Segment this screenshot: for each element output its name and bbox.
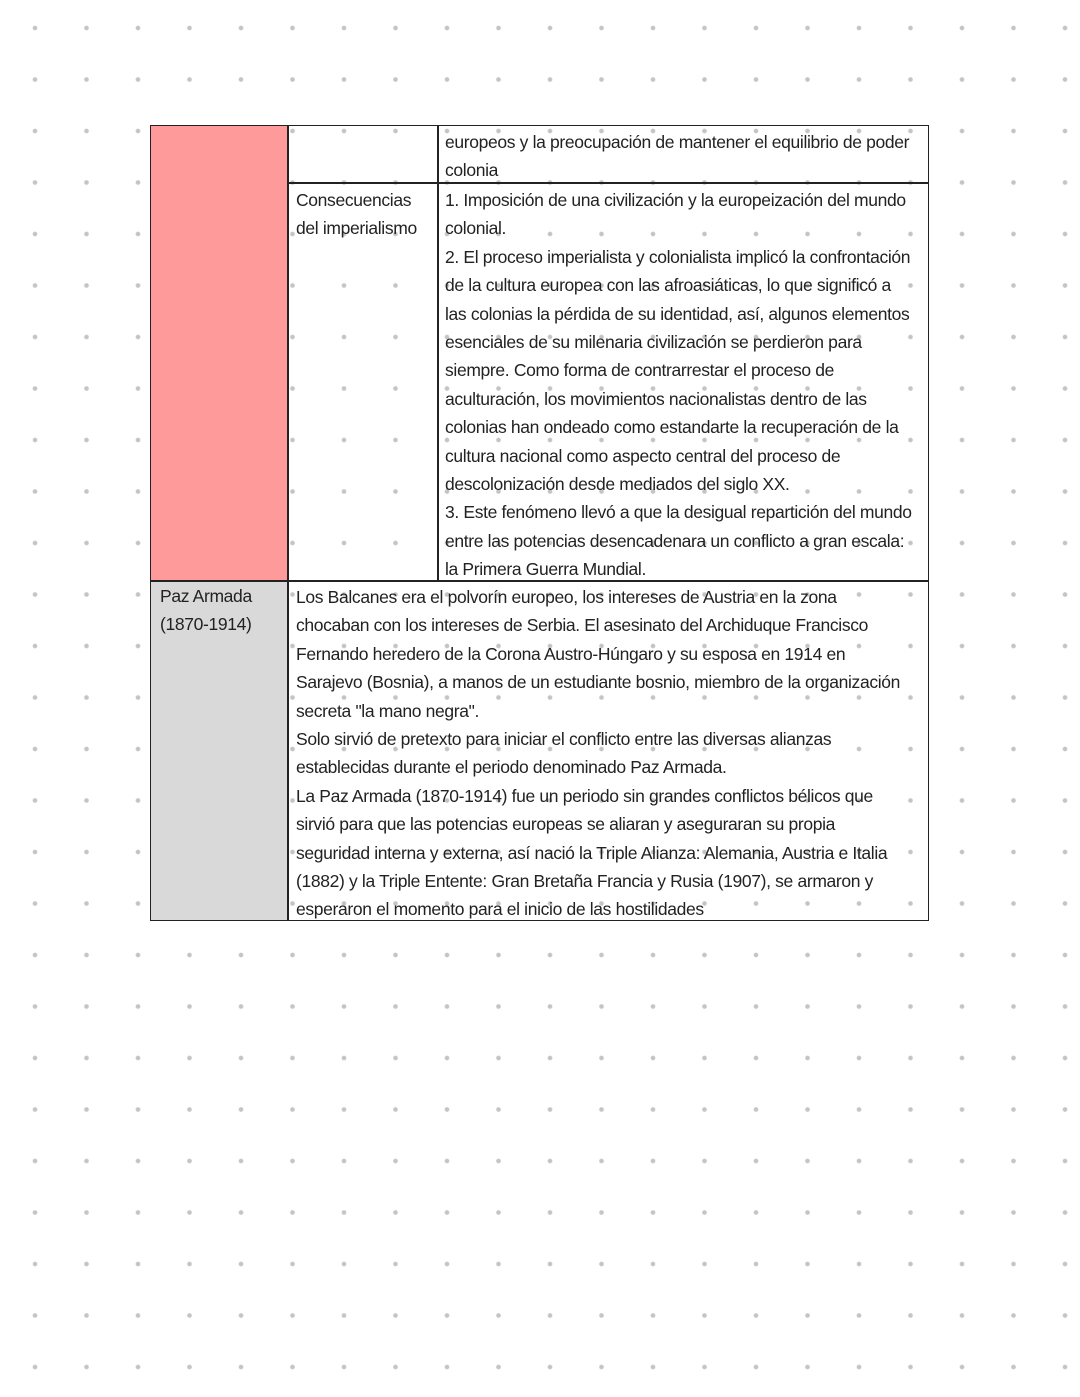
text-line: 2. El proceso imperialista y colonialista implicó la confrontación — [445, 246, 911, 267]
text-line: europeos y la preocupación de mantener el equilibrio de poder — [445, 132, 910, 152]
text-line: esperaron el momento para el inicio de las hostilidades — [296, 899, 704, 920]
content-cell — [445, 186, 912, 584]
text-line: Sarajevo (Bosnia), a manos de un estudiante bosnio, miembro de la organización — [296, 672, 901, 693]
text-line: esenciales de su milenaria civilización se perdieron para — [445, 332, 862, 353]
column-divider — [437, 126, 439, 580]
notes-table — [150, 125, 929, 921]
text-line: colonial. — [445, 218, 507, 239]
text-line: cultura nacional como aspecto central del proceso de — [445, 445, 841, 466]
text-line: la Primera Guerra Mundial. — [445, 559, 646, 580]
text-line: colonias han ondeado como estandarte la recuperación de la — [445, 417, 899, 438]
text-line: Los Balcanes era el polvorín europeo, los intereses de Austria en la zona — [296, 587, 837, 607]
text-line: establecidas durante el periodo denominado Paz Armada. — [296, 757, 727, 778]
text-line: Fernando heredero de la Corona Austro-Húngaro y su esposa en 1914 en — [296, 643, 846, 664]
text-line: entre las potencias desencadenara un conflicto a gran escala: — [445, 530, 905, 551]
topic-cell-imperialism — [151, 126, 287, 580]
text-line: 1. Imposición de una civilización y la europeización del mundo — [445, 190, 906, 210]
text-line: las colonias la pérdida de su identidad, así, algunos elementos — [445, 303, 910, 324]
text-line: colonia — [445, 160, 499, 181]
text-line: aculturación, los movimientos nacionalistas dentro de las — [445, 388, 867, 409]
topic-label: Paz Armada — [160, 586, 252, 606]
subtopic-cell — [296, 186, 417, 243]
topic-cell-paz-armada — [151, 580, 287, 920]
text-line: seguridad interna y externa, así nació la Triple Alianza: Alemania, Austria e Italia — [296, 842, 888, 863]
text-line: chocaban con los intereses de Serbia. El asesinato del Archiduque Francisco — [296, 615, 869, 636]
content-cell — [445, 128, 909, 185]
text-line: secreta "la mano negra". — [296, 700, 480, 721]
topic-label: (1870-1914) — [160, 614, 252, 635]
subtopic-label: Consecuencias — [296, 190, 412, 210]
text-line: descolonización desde mediados del siglo XX. — [445, 474, 790, 495]
text-line: sirvió para que las potencias europeas se aliaran y aseguraran su propia — [296, 814, 836, 835]
text-line: de la cultura europea con las afroasiáticas, lo que significó a — [445, 275, 891, 296]
text-line: 3. Este fenómeno llevó a que la desigual repartición del mundo — [445, 502, 912, 523]
subtopic-label: del imperialismo — [296, 218, 417, 239]
text-line: (1882) y la Triple Entente: Gran Bretaña Francia y Rusia (1907), se armaron y — [296, 871, 874, 892]
text-line: siempre. Como forma de contrarrestar el proceso de — [445, 360, 835, 381]
content-cell — [296, 583, 900, 924]
text-line: La Paz Armada (1870-1914) fue un periodo sin grandes conflictos bélicos que — [296, 785, 873, 806]
column-divider — [287, 126, 289, 920]
text-line: Solo sirvió de pretexto para iniciar el conflicto entre las diversas alianzas — [296, 729, 832, 750]
